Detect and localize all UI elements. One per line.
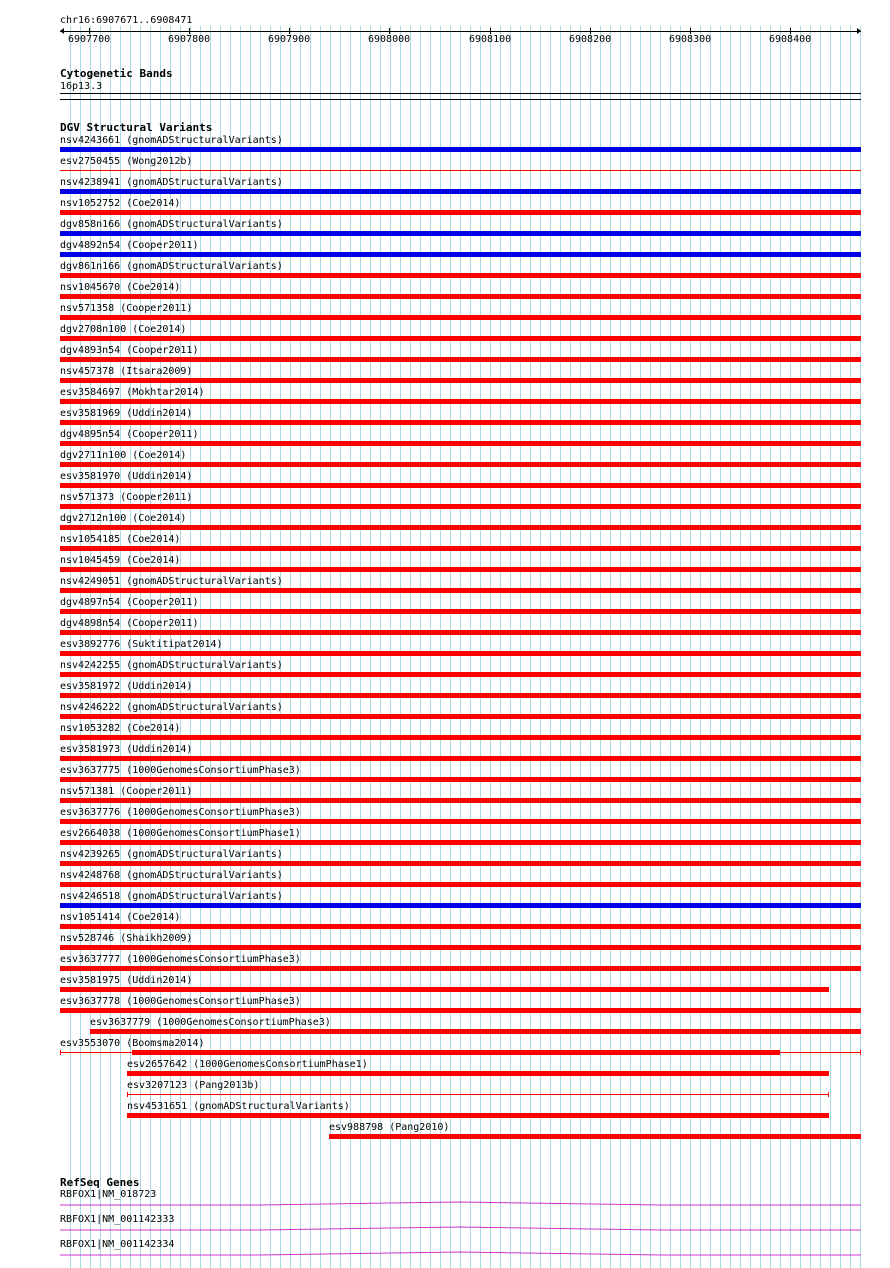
variant-bar[interactable] bbox=[60, 357, 861, 362]
variant-label[interactable]: esv2750455 (Wong2012b) bbox=[60, 156, 193, 167]
variant-bar[interactable] bbox=[60, 714, 861, 719]
cytoband-label: 16p13.3 bbox=[60, 81, 103, 92]
variant-bar[interactable] bbox=[60, 210, 861, 215]
variant-label[interactable]: nsv4249051 (gnomADStructuralVariants) bbox=[60, 576, 283, 587]
variant-bar[interactable] bbox=[60, 231, 861, 236]
variant-label[interactable]: esv3207123 (Pang2013b) bbox=[127, 1080, 260, 1091]
variant-label[interactable]: esv3637778 (1000GenomesConsortiumPhase3) bbox=[60, 996, 301, 1007]
variant-label[interactable]: nsv4239265 (gnomADStructuralVariants) bbox=[60, 849, 283, 860]
variant-bar[interactable] bbox=[132, 1050, 780, 1055]
ruler-tick-label: 6908400 bbox=[769, 34, 812, 45]
variant-label[interactable]: nsv4246222 (gnomADStructuralVariants) bbox=[60, 702, 283, 713]
ruler-tick-label: 6908300 bbox=[669, 34, 712, 45]
dgv-title: DGV Structural Variants bbox=[60, 121, 213, 134]
variant-bar[interactable] bbox=[329, 1134, 861, 1139]
ruler-right-arrow bbox=[857, 28, 861, 34]
variant-label[interactable]: nsv1053282 (Coe2014) bbox=[60, 723, 181, 734]
ruler-tick-label: 6907800 bbox=[168, 34, 211, 45]
variant-label[interactable]: nsv571373 (Cooper2011) bbox=[60, 492, 193, 503]
variant-bar[interactable] bbox=[60, 399, 861, 404]
variant-label[interactable]: nsv571381 (Cooper2011) bbox=[60, 786, 193, 797]
variant-bar[interactable] bbox=[60, 861, 861, 866]
variant-label[interactable]: nsv4248768 (gnomADStructuralVariants) bbox=[60, 870, 283, 881]
variant-bar[interactable] bbox=[60, 903, 861, 908]
variant-bar[interactable] bbox=[60, 315, 861, 320]
variant-label[interactable]: dgv4897n54 (Cooper2011) bbox=[60, 597, 199, 608]
variant-label[interactable]: esv3581972 (Uddin2014) bbox=[60, 681, 193, 692]
variant-bar[interactable] bbox=[60, 441, 861, 446]
variant-label[interactable]: esv2657642 (1000GenomesConsortiumPhase1) bbox=[127, 1059, 368, 1070]
variant-label[interactable]: esv3637779 (1000GenomesConsortiumPhase3) bbox=[90, 1017, 331, 1028]
variant-bar[interactable] bbox=[60, 693, 861, 698]
variant-label[interactable]: esv3637776 (1000GenomesConsortiumPhase3) bbox=[60, 807, 301, 818]
variant-bar[interactable] bbox=[60, 651, 861, 656]
gene-intron-line[interactable] bbox=[60, 1201, 870, 1207]
variant-bar[interactable] bbox=[60, 630, 861, 635]
variant-endcap bbox=[828, 1092, 829, 1097]
variant-bar[interactable] bbox=[60, 189, 861, 194]
ruler-tick-label: 6908200 bbox=[569, 34, 612, 45]
variant-label[interactable]: nsv4246518 (gnomADStructuralVariants) bbox=[60, 891, 283, 902]
variant-bar[interactable] bbox=[60, 588, 861, 593]
variant-label[interactable]: dgv4898n54 (Cooper2011) bbox=[60, 618, 199, 629]
variant-label[interactable]: esv3581970 (Uddin2014) bbox=[60, 471, 193, 482]
ruler-left-arrow bbox=[60, 28, 64, 34]
variant-bar[interactable] bbox=[60, 462, 861, 467]
variant-bar[interactable] bbox=[60, 672, 861, 677]
variant-bar[interactable] bbox=[60, 924, 861, 929]
variant-label[interactable]: esv988798 (Pang2010) bbox=[329, 1122, 450, 1133]
variant-bar[interactable] bbox=[60, 945, 861, 950]
ruler-tick-label: 6907900 bbox=[268, 34, 311, 45]
variant-line[interactable] bbox=[60, 170, 861, 171]
cytoband-title: Cytogenetic Bands bbox=[60, 67, 173, 80]
variant-bar[interactable] bbox=[60, 147, 861, 152]
variant-endcap bbox=[127, 1092, 128, 1097]
variant-label[interactable]: nsv1052752 (Coe2014) bbox=[60, 198, 181, 209]
gene-label[interactable]: RBFOX1|NM_018723 bbox=[60, 1189, 157, 1200]
variant-bar[interactable] bbox=[60, 525, 861, 530]
variant-bar[interactable] bbox=[60, 840, 861, 845]
variant-bar[interactable] bbox=[60, 567, 861, 572]
variant-bar[interactable] bbox=[60, 777, 861, 782]
variant-label[interactable]: dgv2712n100 (Coe2014) bbox=[60, 513, 187, 524]
variant-label[interactable]: esv3637775 (1000GenomesConsortiumPhase3) bbox=[60, 765, 301, 776]
variant-bar[interactable] bbox=[60, 294, 861, 299]
variant-bar[interactable] bbox=[60, 252, 861, 257]
variant-label[interactable]: nsv1051414 (Coe2014) bbox=[60, 912, 181, 923]
variant-label[interactable]: dgv858n166 (gnomADStructuralVariants) bbox=[60, 219, 283, 230]
cytoband-line-top bbox=[60, 93, 861, 94]
variant-label[interactable]: esv3637777 (1000GenomesConsortiumPhase3) bbox=[60, 954, 301, 965]
variant-bar[interactable] bbox=[60, 378, 861, 383]
variant-label[interactable]: nsv528746 (Shaikh2009) bbox=[60, 933, 193, 944]
ruler-tick-label: 6908000 bbox=[368, 34, 411, 45]
variant-bar[interactable] bbox=[60, 987, 829, 992]
variant-label[interactable]: nsv4238941 (gnomADStructuralVariants) bbox=[60, 177, 283, 188]
gene-label[interactable]: RBFOX1|NM_001142334 bbox=[60, 1239, 175, 1250]
gene-intron-line[interactable] bbox=[60, 1251, 870, 1257]
region-label: chr16:6907671..6908471 bbox=[60, 15, 193, 26]
variant-bar[interactable] bbox=[60, 483, 861, 488]
variant-bar[interactable] bbox=[60, 882, 861, 887]
variant-line[interactable] bbox=[127, 1094, 829, 1095]
ruler-tick-label: 6908100 bbox=[469, 34, 512, 45]
variant-label[interactable]: esv3581973 (Uddin2014) bbox=[60, 744, 193, 755]
ruler-axis bbox=[60, 31, 861, 32]
variant-label[interactable]: dgv4893n54 (Cooper2011) bbox=[60, 345, 199, 356]
gene-label[interactable]: RBFOX1|NM_001142333 bbox=[60, 1214, 175, 1225]
variant-bar[interactable] bbox=[60, 798, 861, 803]
cytoband-line-bottom bbox=[60, 99, 861, 100]
variant-label[interactable]: dgv2708n100 (Coe2014) bbox=[60, 324, 187, 335]
variant-bar[interactable] bbox=[127, 1071, 829, 1076]
variant-label[interactable]: esv3892776 (Suktitipat2014) bbox=[60, 639, 223, 650]
variant-bar[interactable] bbox=[60, 609, 861, 614]
ruler-tick-label: 6907700 bbox=[68, 34, 111, 45]
variant-bar[interactable] bbox=[60, 966, 861, 971]
variant-label[interactable]: esv3584697 (Mokhtar2014) bbox=[60, 387, 205, 398]
variant-bar[interactable] bbox=[60, 504, 861, 509]
variant-label[interactable]: nsv457378 (Itsara2009) bbox=[60, 366, 193, 377]
variant-label[interactable]: nsv571358 (Cooper2011) bbox=[60, 303, 193, 314]
variant-bar[interactable] bbox=[60, 1008, 861, 1013]
variant-label[interactable]: esv3581969 (Uddin2014) bbox=[60, 408, 193, 419]
variant-bar[interactable] bbox=[60, 546, 861, 551]
variant-bar[interactable] bbox=[60, 420, 861, 425]
variant-label[interactable]: esv2664038 (1000GenomesConsortiumPhase1) bbox=[60, 828, 301, 839]
refseq-title: RefSeq Genes bbox=[60, 1176, 140, 1189]
variant-label[interactable]: dgv861n166 (gnomADStructuralVariants) bbox=[60, 261, 283, 272]
variant-label[interactable]: nsv4242255 (gnomADStructuralVariants) bbox=[60, 660, 283, 671]
variant-label[interactable]: nsv4531651 (gnomADStructuralVariants) bbox=[127, 1101, 350, 1112]
variant-endcap bbox=[60, 1050, 61, 1055]
variant-label[interactable]: nsv1045459 (Coe2014) bbox=[60, 555, 181, 566]
variant-label[interactable]: esv3553070 (Boomsma2014) bbox=[60, 1038, 205, 1049]
variant-bar[interactable] bbox=[60, 819, 861, 824]
variant-bar[interactable] bbox=[60, 756, 861, 761]
variant-bar[interactable] bbox=[60, 735, 861, 740]
variant-label[interactable]: nsv1045670 (Coe2014) bbox=[60, 282, 181, 293]
variant-bar[interactable] bbox=[127, 1113, 829, 1118]
variant-bar[interactable] bbox=[60, 336, 861, 341]
variant-label[interactable]: nsv1054185 (Coe2014) bbox=[60, 534, 181, 545]
variant-label[interactable]: esv3581975 (Uddin2014) bbox=[60, 975, 193, 986]
variant-bar[interactable] bbox=[90, 1029, 861, 1034]
gene-intron-line[interactable] bbox=[60, 1226, 870, 1232]
variant-label[interactable]: dgv2711n100 (Coe2014) bbox=[60, 450, 187, 461]
variant-bar[interactable] bbox=[60, 273, 861, 278]
variant-endcap bbox=[860, 1050, 861, 1055]
variant-label[interactable]: dgv4895n54 (Cooper2011) bbox=[60, 429, 199, 440]
variant-label[interactable]: dgv4892n54 (Cooper2011) bbox=[60, 240, 199, 251]
variant-label[interactable]: nsv4243661 (gnomADStructuralVariants) bbox=[60, 135, 283, 146]
